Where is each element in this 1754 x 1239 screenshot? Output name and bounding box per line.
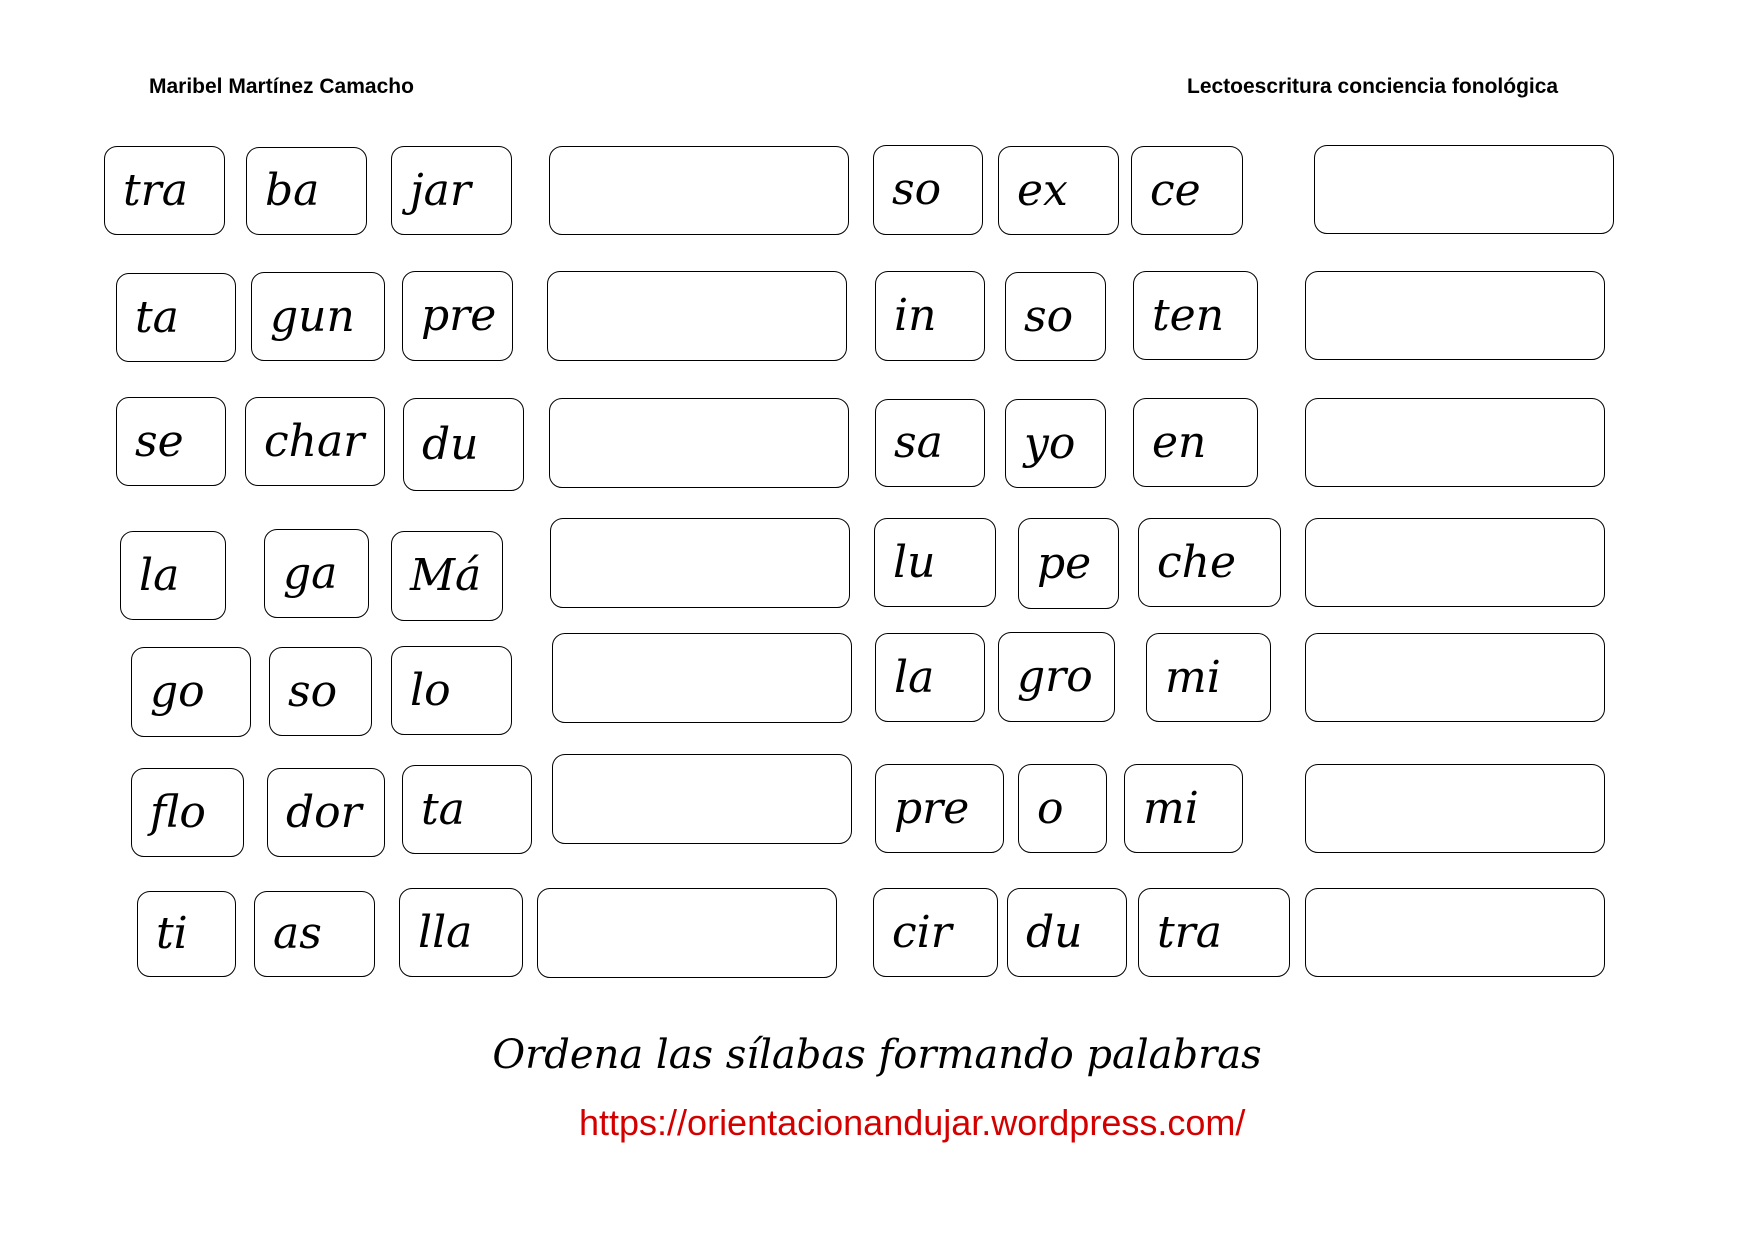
- answer-box-left[interactable]: [549, 146, 849, 235]
- answer-box-right[interactable]: [1305, 398, 1605, 487]
- syllable-box: sa: [875, 399, 985, 487]
- syllable-box: pre: [875, 764, 1004, 853]
- answer-box-right[interactable]: [1305, 888, 1605, 977]
- syllable-box: se: [116, 397, 226, 486]
- syllable-box: jar: [391, 146, 512, 235]
- syllable-box: ten: [1133, 271, 1258, 360]
- answer-box-left[interactable]: [552, 633, 852, 723]
- syllable-box: ba: [246, 147, 367, 235]
- syllable-box: pe: [1018, 518, 1119, 609]
- syllable-box: la: [120, 531, 226, 620]
- syllable-box: so: [1005, 272, 1106, 361]
- answer-box-right[interactable]: [1305, 271, 1605, 360]
- answer-box-left[interactable]: [550, 518, 850, 608]
- syllable-box: en: [1133, 398, 1258, 487]
- syllable-box: ex: [998, 146, 1119, 235]
- syllable-box: la: [875, 633, 985, 722]
- syllable-box: so: [269, 647, 372, 736]
- answer-box-left[interactable]: [549, 398, 849, 488]
- syllable-box: yo: [1005, 399, 1106, 488]
- syllable-box: Má: [391, 531, 503, 621]
- source-url: https://orientacionandujar.wordpress.com/: [579, 1102, 1246, 1143]
- syllable-box: flo: [131, 768, 244, 857]
- syllable-box: o: [1018, 764, 1107, 853]
- syllable-box: cir: [873, 888, 998, 977]
- syllable-box: du: [1007, 888, 1127, 977]
- answer-box-right[interactable]: [1305, 633, 1605, 722]
- syllable-box: ga: [264, 529, 369, 618]
- syllable-box: gro: [998, 632, 1115, 722]
- syllable-box: tra: [1138, 888, 1290, 977]
- worksheet-subject: Lectoescritura conciencia fonológica: [1187, 75, 1559, 98]
- syllable-box: so: [873, 145, 983, 235]
- syllable-box: mi: [1146, 633, 1271, 722]
- answer-box-right[interactable]: [1314, 145, 1614, 234]
- syllable-box: tra: [104, 146, 225, 235]
- syllable-box: ti: [137, 891, 236, 977]
- instruction-text: Ordena las sílabas formando palabras: [492, 1032, 1262, 1078]
- answer-box-left[interactable]: [547, 271, 847, 361]
- syllable-box: ta: [402, 765, 532, 854]
- author-name: Maribel Martínez Camacho: [149, 75, 414, 98]
- answer-box-right[interactable]: [1305, 764, 1605, 853]
- answer-box-left[interactable]: [552, 754, 852, 844]
- syllable-box: che: [1138, 518, 1281, 607]
- answer-box-left[interactable]: [537, 888, 837, 978]
- syllable-box: in: [875, 271, 985, 361]
- answer-box-right[interactable]: [1305, 518, 1605, 607]
- syllable-box: ce: [1131, 146, 1243, 235]
- syllable-box: pre: [402, 271, 513, 361]
- syllable-box: dor: [267, 768, 385, 857]
- syllable-box: char: [245, 397, 385, 486]
- syllable-box: ta: [116, 273, 236, 362]
- syllable-box: gun: [251, 272, 385, 361]
- syllable-box: lo: [391, 646, 512, 735]
- syllable-box: mi: [1124, 764, 1243, 853]
- syllable-box: lla: [399, 888, 523, 977]
- syllable-box: go: [131, 647, 251, 737]
- syllable-box: as: [254, 891, 375, 977]
- syllable-box: du: [403, 398, 524, 491]
- syllable-box: lu: [874, 518, 996, 607]
